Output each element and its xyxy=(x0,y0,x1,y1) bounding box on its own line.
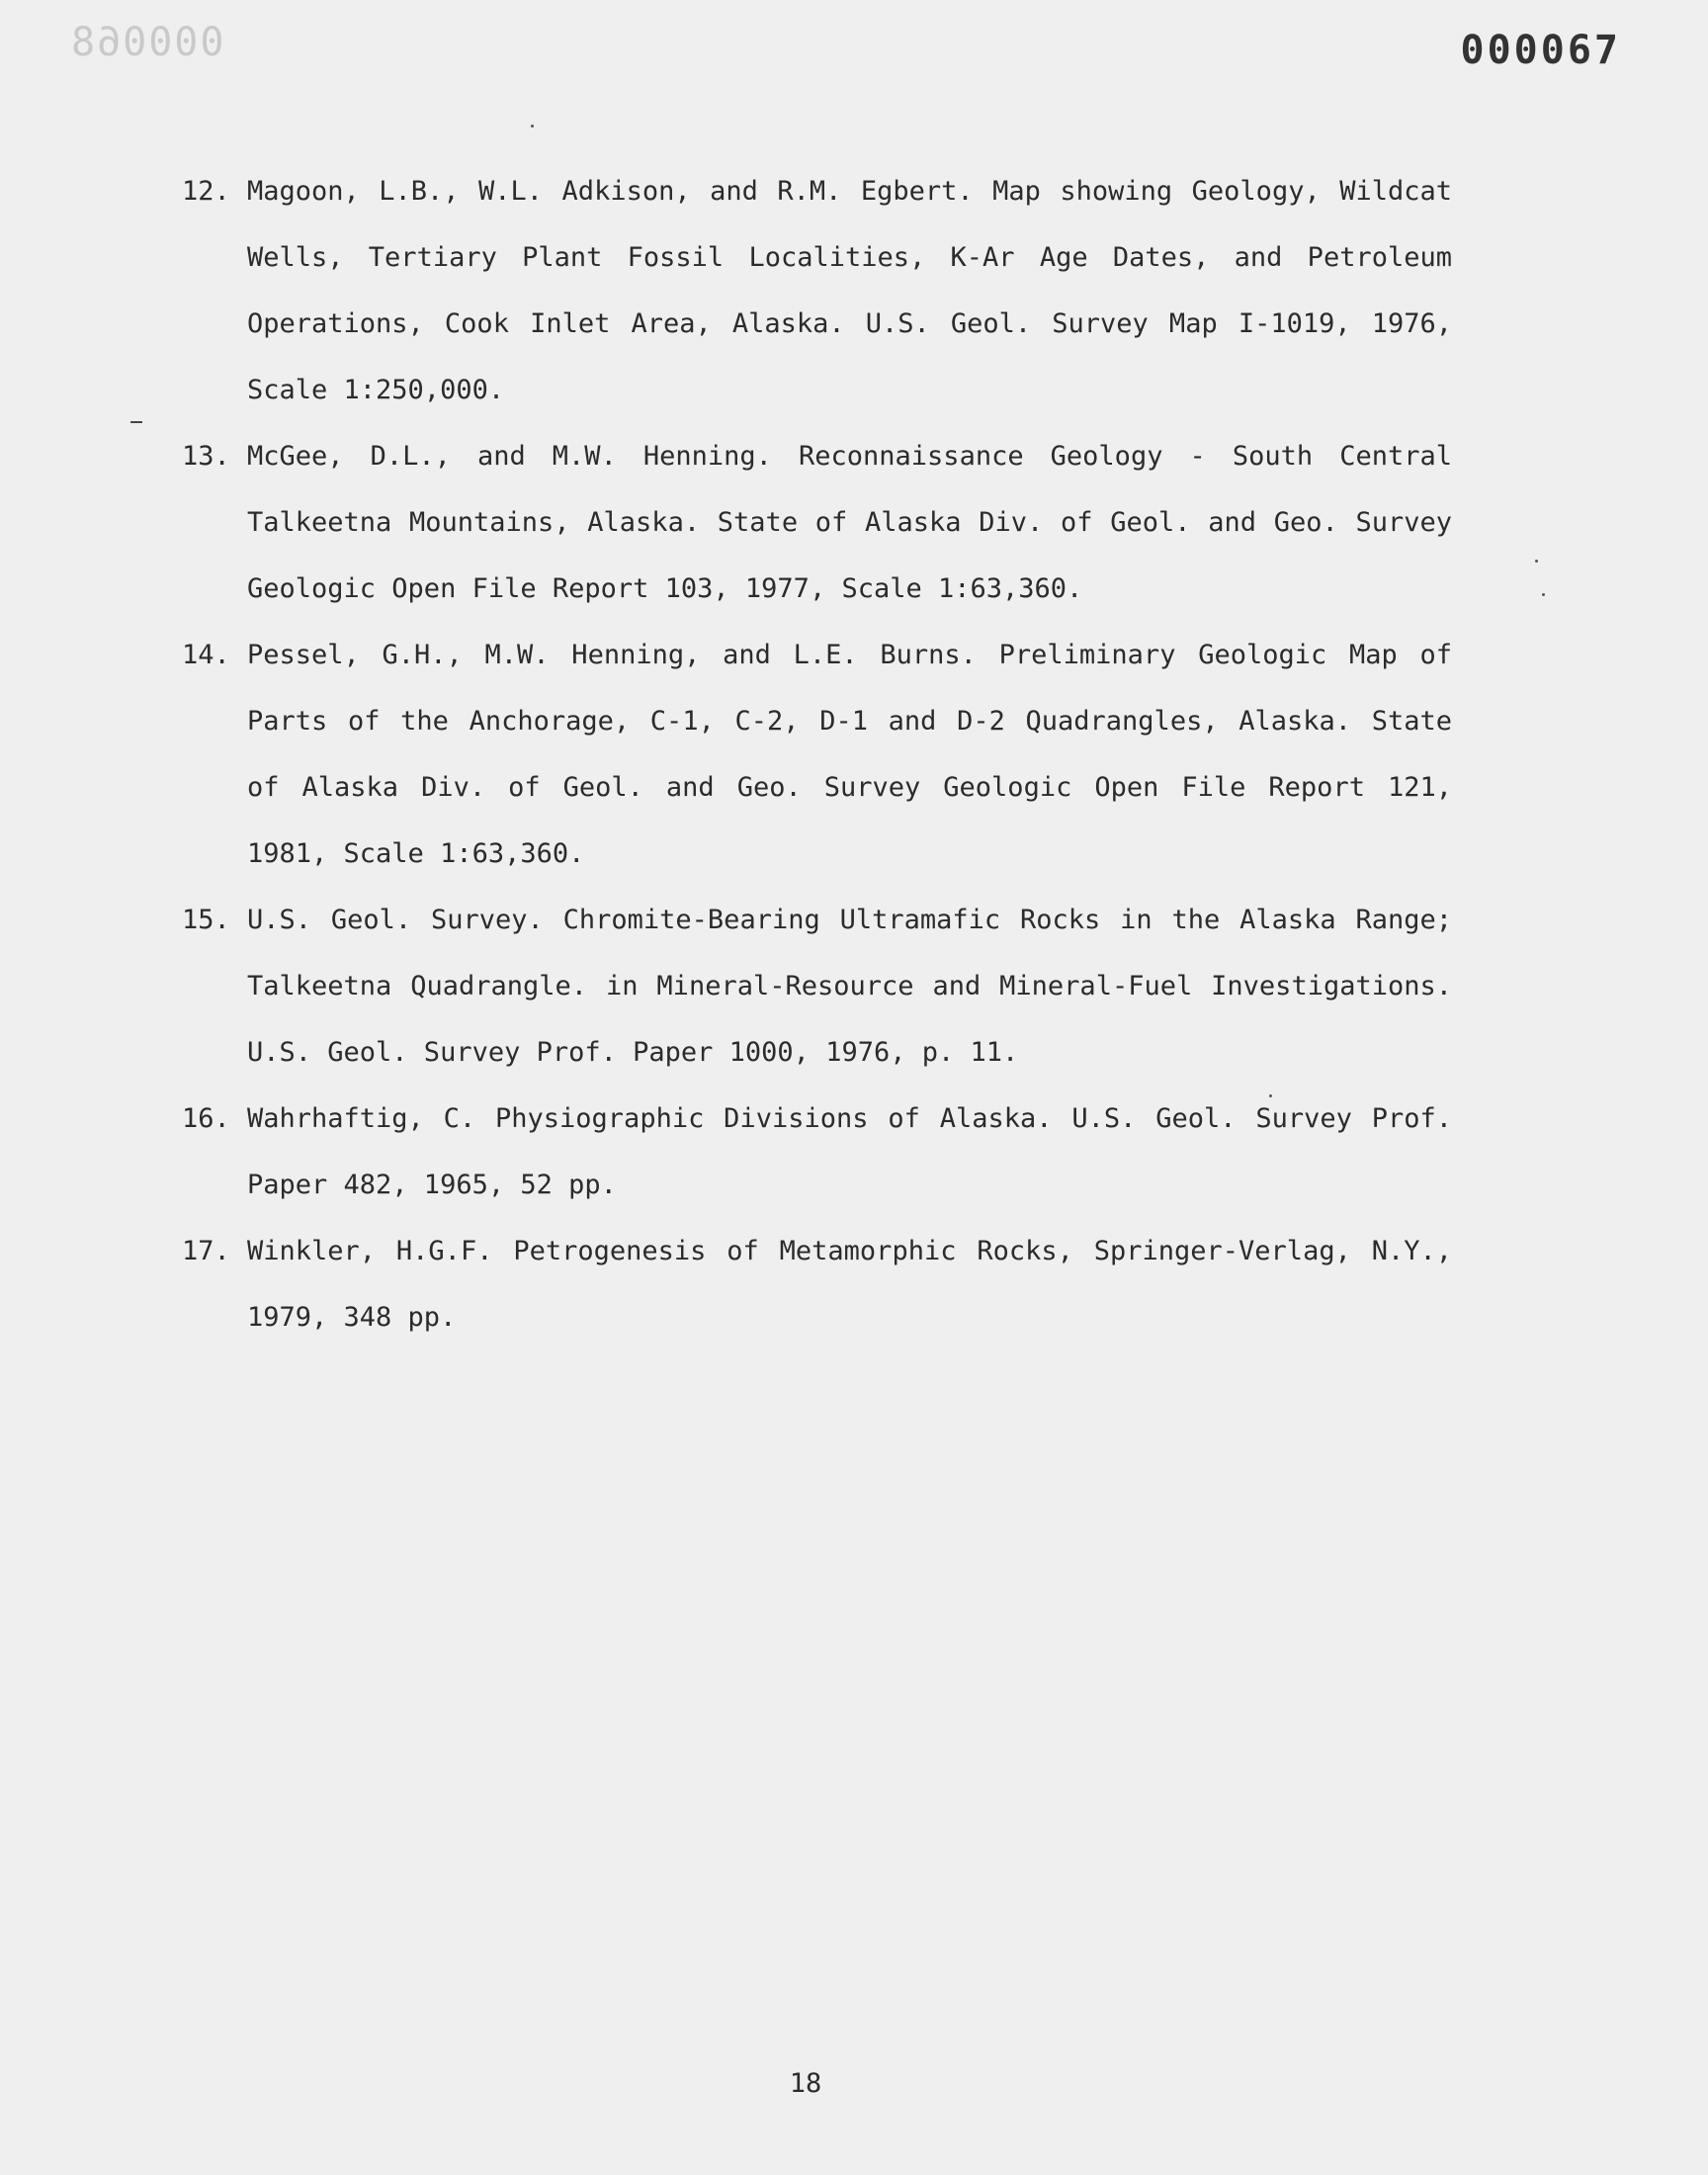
reference-text: Pessel, G.H., M.W. Henning, and L.E. Burns. Preliminary Geologic Map of Parts of the Anchorage, C-1, C-2, D-1 and D-2 Quadrangles, Alaska. State of Alaska Div. of Geol. and Geo. Survey Geologic Open File Report 121, 1981, Scale 1:63,360. xyxy=(247,640,1452,869)
reference-number: 17. xyxy=(182,1236,230,1266)
stamp-right: 000067 xyxy=(1460,28,1621,73)
stamp-left: 000068 xyxy=(69,20,224,65)
reference-text: Magoon, L.B., W.L. Adkison, and R.M. Egbert. Map showing Geology, Wildcat Wells, Tertiary Plant Fossil Localities, K-Ar Age Dates, and Petroleum Operations, Cook Inlet Area, Alaska. U.S. Geol. Survey Map I-1019, 1976, Scale 1:250,000. xyxy=(247,176,1452,405)
page-number: 18 xyxy=(789,2068,822,2099)
reference-item xyxy=(182,1086,1452,1218)
reference-text: Wahrhaftig, C. Physiographic Divisions of Alaska. U.S. Geol. Survey Prof. Paper 482, 1965, 52 pp. xyxy=(247,1103,1452,1200)
reference-number: 15. xyxy=(182,905,230,935)
reference-number: 12. xyxy=(182,176,230,207)
reference-item xyxy=(182,887,1452,1086)
reference-number: 13. xyxy=(182,441,230,472)
margin-mark xyxy=(130,421,142,423)
reference-item xyxy=(182,622,1452,887)
speck xyxy=(1535,560,1538,563)
reference-number: 14. xyxy=(182,640,230,670)
reference-list xyxy=(182,158,1452,1350)
reference-item xyxy=(182,1218,1452,1350)
reference-text: Winkler, H.G.F. Petrogenesis of Metamorphic Rocks, Springer-Verlag, N.Y., 1979, 348 pp. xyxy=(247,1236,1452,1333)
reference-number: 16. xyxy=(182,1103,230,1134)
speck xyxy=(1542,593,1545,596)
reference-text: U.S. Geol. Survey. Chromite-Bearing Ultramafic Rocks in the Alaska Range; Talkeetna Quadrangle. in Mineral-Resource and Mineral-Fuel Investigations. U.S. Geol. Survey Prof. Paper 1000, 1976, p. 11. xyxy=(247,905,1452,1068)
speck xyxy=(531,125,534,128)
reference-item xyxy=(182,423,1452,622)
reference-text: McGee, D.L., and M.W. Henning. Reconnaissance Geology - South Central Talkeetna Mountains, Alaska. State of Alaska Div. of Geol. and Geo. Survey Geologic Open File Report 103, 1977, Scale 1:63,360. xyxy=(247,441,1452,604)
reference-item xyxy=(182,158,1452,423)
